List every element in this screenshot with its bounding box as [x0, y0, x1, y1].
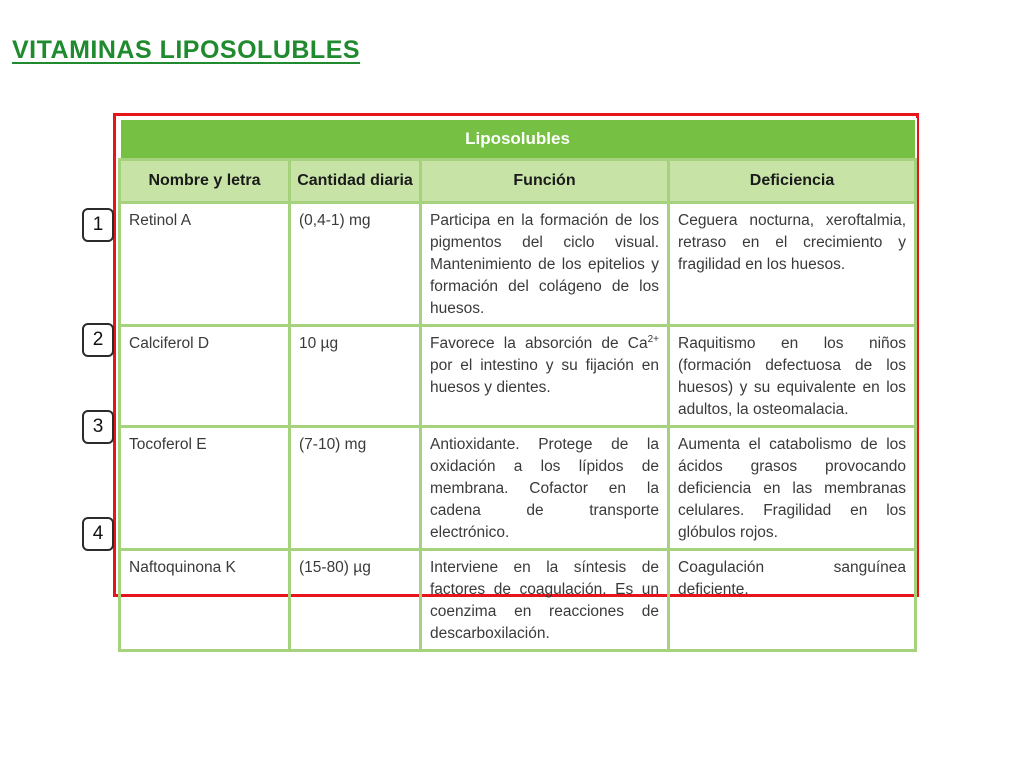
table-row — [120, 203, 916, 326]
cell-nombre: Retinol A — [120, 203, 290, 326]
cell-deficiencia: Coagulación sanguínea deficiente. — [669, 550, 916, 651]
calcium-charge: 2+ — [647, 333, 659, 345]
cell-deficiencia: Aumenta el catabolismo de los ácidos grasos provocando deficiencia en las membranas celulares. Fragilidad en los glóbulos rojos. — [669, 427, 916, 550]
cell-deficiencia: Raquitismo en los niños (formación defectuosa de los huesos) y su equivalente en los adultos, la osteomalacia. — [669, 326, 916, 427]
cell-nombre: Tocoferol E — [120, 427, 290, 550]
header-cantidad: Cantidad diaria — [290, 160, 421, 203]
funcion-text-post: por el intestino y su fijación en huesos y dientes. — [430, 357, 659, 396]
cell-cantidad: (15-80) µg — [290, 550, 421, 651]
vitamins-table — [118, 118, 917, 652]
cell-cantidad: 10 µg — [290, 326, 421, 427]
cell-deficiencia: Ceguera nocturna, xeroftalmia, retraso en el crecimiento y fragilidad en los huesos. — [669, 203, 916, 326]
cell-cantidad: (0,4-1) mg — [290, 203, 421, 326]
cell-funcion — [421, 326, 669, 427]
funcion-text-pre: Favorece la absorción de Ca — [430, 335, 648, 352]
table-banner: Liposolubles — [120, 119, 916, 160]
row-marker-2: 2 — [82, 323, 114, 357]
row-marker-4: 4 — [82, 517, 114, 551]
page-title: VITAMINAS LIPOSOLUBLES — [12, 36, 361, 64]
table-row — [120, 326, 916, 427]
cell-funcion: Interviene en la síntesis de factores de coagulación. Es un coenzima en reacciones de descarboxilación. — [421, 550, 669, 651]
row-marker-3: 3 — [82, 410, 114, 444]
cell-cantidad: (7-10) mg — [290, 427, 421, 550]
row-marker-1: 1 — [82, 208, 114, 242]
cell-nombre: Calciferol D — [120, 326, 290, 427]
cell-nombre: Naftoquinona K — [120, 550, 290, 651]
cell-funcion: Antioxidante. Protege de la oxidación a los lípidos de membrana. Cofactor en la cadena de transporte electrónico. — [421, 427, 669, 550]
table-row — [120, 550, 916, 651]
header-deficiencia: Deficiencia — [669, 160, 916, 203]
cell-funcion: Participa en la formación de los pigmentos del ciclo visual. Mantenimiento de los epitelios y formación del colágeno de los huesos. — [421, 203, 669, 326]
header-nombre: Nombre y letra — [120, 160, 290, 203]
header-funcion: Función — [421, 160, 669, 203]
table-row — [120, 427, 916, 550]
table-header-row — [120, 160, 916, 203]
vitamins-table-frame — [113, 113, 919, 642]
